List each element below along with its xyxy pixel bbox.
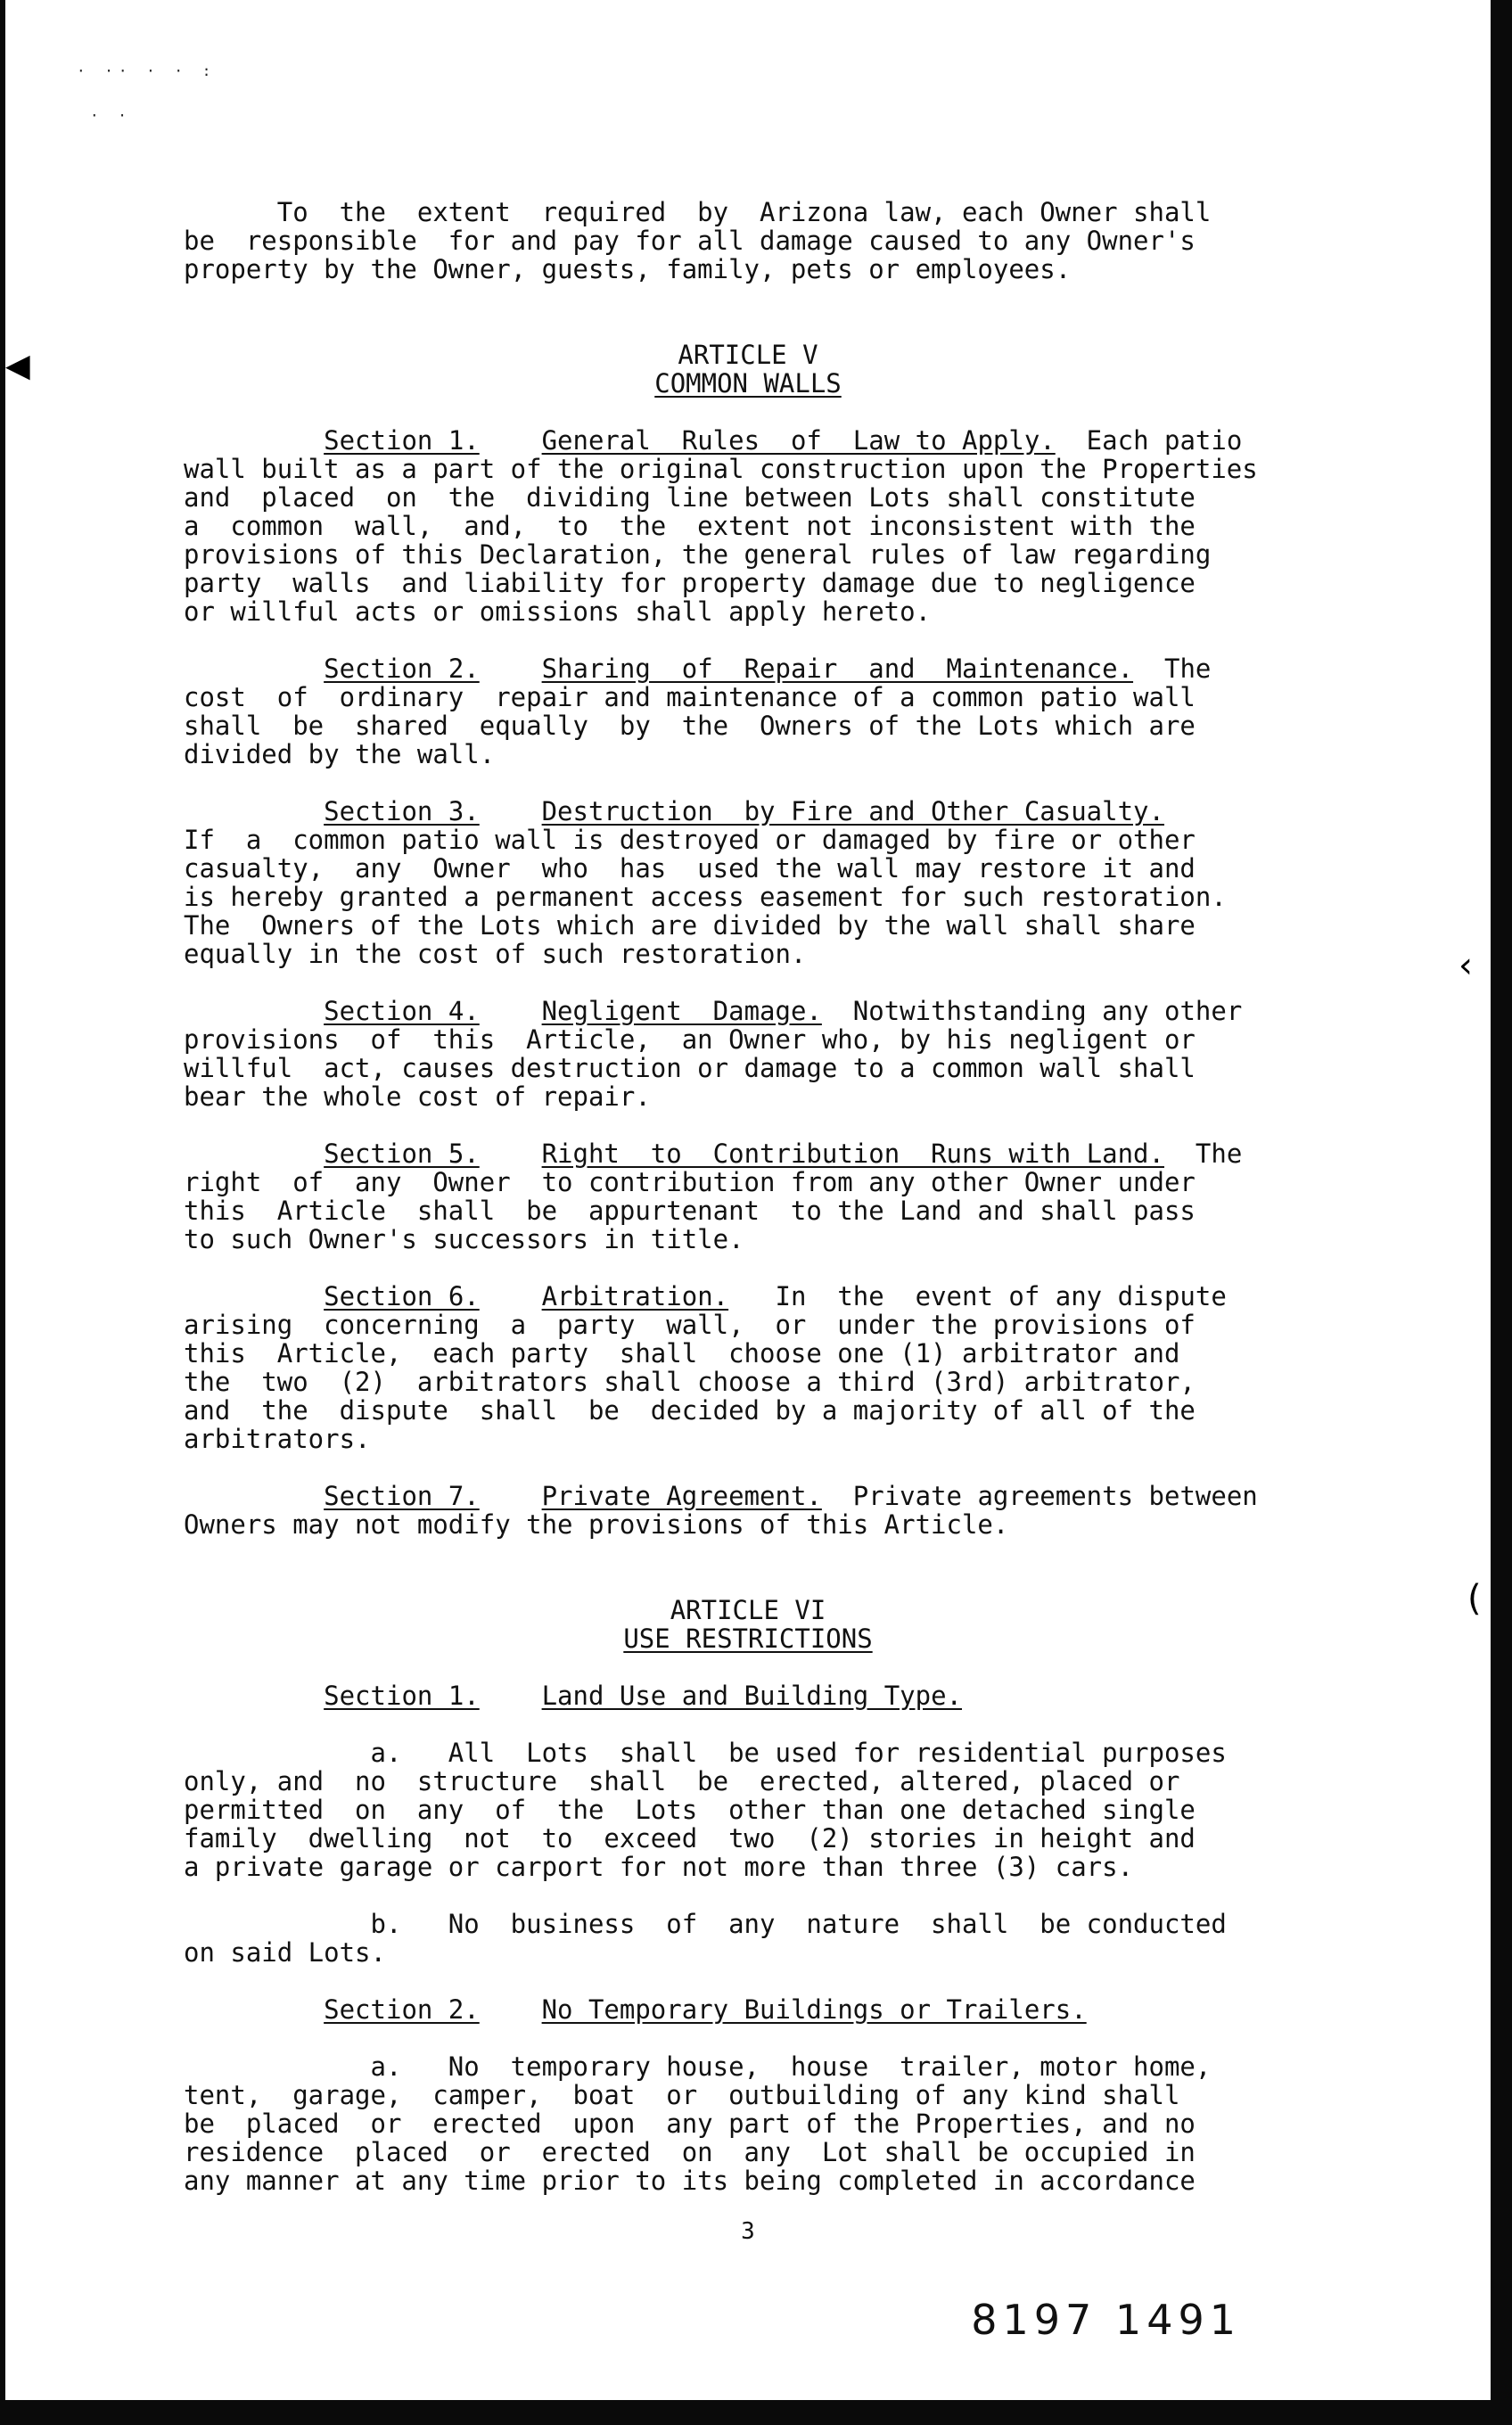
line: cost of ordinary repair and maintenance of a common patio wall (184, 682, 1196, 712)
line: party walls and liability for property damage due to negligence (184, 568, 1196, 598)
section-heading: No Temporary Buildings or Trailers. (541, 1994, 1087, 2025)
indent (184, 996, 324, 1026)
art5-section-5 (184, 1139, 1329, 1254)
section-label: Section 4. (324, 996, 480, 1026)
line: or willful acts or omissions shall apply hereto. (184, 596, 932, 627)
indent (184, 654, 324, 684)
section-label: Section 1. (324, 425, 480, 456)
section-label: Section 3. (324, 796, 480, 826)
indent (184, 1139, 324, 1169)
document-stamp-number: 8197 1491 (971, 2296, 1241, 2344)
line: this Article, each party shall choose one (1) arbitrator and (184, 1338, 1180, 1369)
line: is hereby granted a permanent access easement for such restoration. (184, 882, 1227, 912)
line: casualty, any Owner who has used the wall may restore it and (184, 853, 1196, 884)
gap (480, 425, 542, 456)
indent (184, 1281, 324, 1311)
art5-section-3 (184, 797, 1329, 968)
line: The Owners of the Lots which are divided by the wall shall share (184, 910, 1196, 941)
paragraph-intro (184, 198, 1329, 284)
art5-section-4 (184, 997, 1329, 1111)
line: bear the whole cost of repair. (184, 1081, 651, 1112)
line: the two (2) arbitrators shall choose a third (3rd) arbitrator, (184, 1367, 1196, 1397)
gap (480, 1681, 542, 1711)
line: family dwelling not to exceed two (2) stories in height and (184, 1823, 1196, 1854)
section-label: Section 2. (324, 654, 480, 684)
line: residence placed or erected on any Lot shall be occupied in (184, 2137, 1196, 2167)
edge-mark-icon: ‹ (1459, 945, 1473, 986)
section-text: In the event of any dispute (728, 1281, 1227, 1311)
line: permitted on any of the Lots other than one detached single (184, 1795, 1196, 1825)
article-vi-subtitle-text: USE RESTRICTIONS (623, 1624, 873, 1654)
gap (480, 1994, 542, 2025)
line: to such Owner's successors in title. (184, 1224, 744, 1254)
scan-speckle: · ·· · · : (77, 62, 217, 79)
edge-mark-icon: ( (1467, 1578, 1482, 1619)
document-page (5, 0, 1491, 2400)
line: right of any Owner to contribution from any other Owner under (184, 1167, 1196, 1197)
line: arising concerning a party wall, or under the provisions of (184, 1310, 1196, 1340)
section-heading: Right to Contribution Runs with Land. (541, 1139, 1164, 1169)
section-heading: Negligent Damage. (541, 996, 822, 1026)
indent (184, 796, 324, 826)
art5-section-2 (184, 654, 1329, 769)
line: To the extent required by Arizona law, each Owner shall (184, 197, 1212, 227)
line: wall built as a part of the original construction upon the Properties (184, 454, 1258, 484)
section-label: Section 1. (324, 1681, 480, 1711)
edge-mark-icon: ◀ (5, 348, 30, 384)
section-text: Notwithstanding any other (821, 996, 1243, 1026)
indent (184, 425, 324, 456)
line: equally in the cost of such restoration. (184, 939, 807, 969)
line: provisions of this Article, an Owner who, by his negligent or (184, 1024, 1196, 1055)
line: divided by the wall. (184, 739, 496, 769)
section-label: Section 7. (324, 1481, 480, 1511)
line: only, and no structure shall be erected, altered, placed or (184, 1766, 1180, 1796)
indent (184, 1481, 324, 1511)
art6-s2-item-a (184, 2052, 1329, 2195)
article-vi-title: ARTICLE VI (670, 1595, 826, 1625)
indent (184, 1994, 324, 2025)
art6-s1-item-a (184, 1739, 1329, 1881)
line: a. No temporary house, house trailer, motor home, (184, 2051, 1212, 2082)
line: arbitrators. (184, 1424, 371, 1454)
section-text: Each patio (1055, 425, 1243, 456)
line: any manner at any time prior to its being completed in accordance (184, 2166, 1196, 2196)
line: be placed or erected upon any part of the Properties, and no (184, 2109, 1196, 2139)
gap (480, 796, 542, 826)
line: Owners may not modify the provisions of this Article. (184, 1509, 1009, 1540)
page-number: 3 (741, 2218, 755, 2245)
section-heading: General Rules of Law to Apply. (541, 425, 1056, 456)
section-label: Section 2. (324, 1994, 480, 2025)
section-heading: Private Agreement. (541, 1481, 822, 1511)
section-label: Section 6. (324, 1281, 480, 1311)
line: tent, garage, camper, boat or outbuilding of any kind shall (184, 2080, 1180, 2110)
section-text: The (1133, 654, 1212, 684)
section-text: The (1163, 1139, 1243, 1169)
article-v-subtitle-text: COMMON WALLS (654, 368, 842, 399)
line: If a common patio wall is destroyed or damaged by fire or other (184, 825, 1196, 855)
line: a. All Lots shall be used for residential purposes (184, 1738, 1227, 1768)
line: and placed on the dividing line between Lots shall constitute (184, 482, 1196, 513)
scan-speckle: · · (90, 107, 132, 124)
line: b. No business of any nature shall be conducted (184, 1909, 1227, 1939)
section-text: Private agreements between (821, 1481, 1258, 1511)
gap (480, 1139, 542, 1169)
gap (480, 654, 542, 684)
section-heading: Destruction by Fire and Other Casualty. (541, 796, 1164, 826)
article-v-title: ARTICLE V (678, 340, 818, 370)
line: shall be shared equally by the Owners of the Lots which are (184, 711, 1196, 741)
line: provisions of this Declaration, the general rules of law regarding (184, 539, 1212, 570)
line: willful act, causes destruction or damage to a common wall shall (184, 1053, 1196, 1083)
line: property by the Owner, guests, family, pets or employees. (184, 254, 1072, 284)
section-heading: Land Use and Building Type. (541, 1681, 962, 1711)
art5-section-6 (184, 1282, 1329, 1453)
gap (480, 996, 542, 1026)
line: be responsible for and pay for all damage caused to any Owner's (184, 226, 1196, 256)
gap (480, 1281, 542, 1311)
section-heading: Arbitration. (541, 1281, 729, 1311)
article-vi-subtitle (5, 1624, 1491, 1653)
line: and the dispute shall be decided by a majority of all of the (184, 1395, 1196, 1426)
art5-section-7 (184, 1482, 1329, 1539)
art6-section-1 (184, 1681, 1329, 1710)
line: a common wall, and, to the extent not inconsistent with the (184, 511, 1196, 541)
line: on said Lots. (184, 1937, 386, 1968)
gap (480, 1481, 542, 1511)
section-label: Section 5. (324, 1139, 480, 1169)
line: this Article shall be appurtenant to the Land and shall pass (184, 1196, 1196, 1226)
article-v-subtitle (5, 369, 1491, 398)
art6-section-2 (184, 1995, 1329, 2024)
section-heading: Sharing of Repair and Maintenance. (541, 654, 1134, 684)
art5-section-1 (184, 426, 1329, 626)
art6-s1-item-b (184, 1910, 1329, 1967)
line: a private garage or carport for not more than three (3) cars. (184, 1852, 1134, 1882)
indent (184, 1681, 324, 1711)
